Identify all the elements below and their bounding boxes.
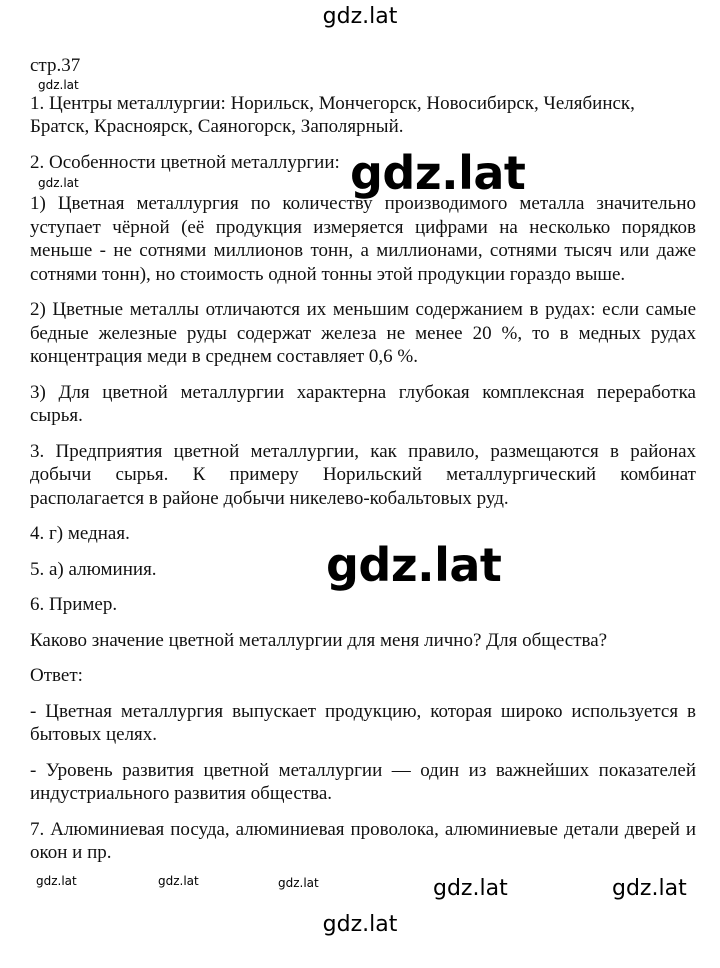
watermark-medium: gdz.lat (433, 876, 508, 901)
watermark-large: gdz.lat (326, 538, 502, 592)
paragraph-7: 4. г) медная. (30, 523, 130, 544)
page-reference: стр.37 (30, 55, 81, 76)
paragraph-13: - Уровень развития цветной металлургии — один из важнейших показателей индустриального развития общества. (30, 759, 696, 804)
paragraph-6: 3. Предприятия цветной металлургии, как правило, размещаются в районах добычи сырья. К примеру Норильский металлургический комбинат располагается в районе добычи никелево-кобальтовых руд. (30, 440, 696, 509)
paragraph-11: Ответ: (30, 665, 83, 686)
paragraph-12: - Цветная металлургия выпускает продукцию, которая широко используется в бытовых целях. (30, 700, 696, 745)
paragraph-10: Каково значение цветной металлургии для меня лично? Для общества? (30, 629, 608, 651)
paragraph-5: 3) Для цветной металлургии характерна глубокая комплексная переработка сырья. (30, 381, 696, 426)
paragraph-3: 1) Цветная металлургия по количеству производимого металла значительно уступает чёрной (её продукция измеряется цифрами на несколько порядков меньше - не сотнями миллионов тонн, а миллионами, сотнями тысяч или даже сотнями тонн), но стоимость одной тонны этой продукции гораздо выше. (30, 193, 696, 285)
watermark-large: gdz.lat (350, 146, 526, 200)
watermark-top: gdz.lat (322, 4, 398, 29)
paragraph-8: 5. а) алюминия. (30, 558, 157, 580)
paragraph-2: 2. Особенности цветной металлургии: (30, 151, 340, 173)
watermark-bottom: gdz.lat (322, 912, 398, 937)
paragraph-4: 2) Цветные металлы отличаются их меньшим содержанием в рудах: если самые бедные железные руды содержат железа не менее 20 %, то в медных рудах концентрация меди в среднем составляет 0,6 %. (30, 299, 696, 367)
watermark-small: gdz.lat (38, 176, 79, 190)
watermark-small: gdz.lat (158, 874, 199, 888)
paragraph-1: 1. Центры металлургии: Норильск, Мончегорск, Новосибирск, Челябинск, Братск, Красноярск, Саяногорск, Заполярный. (30, 92, 635, 137)
paragraph-14: 7. Алюминиевая посуда, алюминиевая проволока, алюминиевые детали дверей и окон и пр. (30, 818, 696, 863)
watermark-small: gdz.lat (36, 874, 77, 888)
watermark-small: gdz.lat (278, 876, 319, 890)
watermark-medium: gdz.lat (612, 876, 687, 901)
watermark-small: gdz.lat (38, 78, 79, 92)
paragraph-9: 6. Пример. (30, 594, 118, 615)
